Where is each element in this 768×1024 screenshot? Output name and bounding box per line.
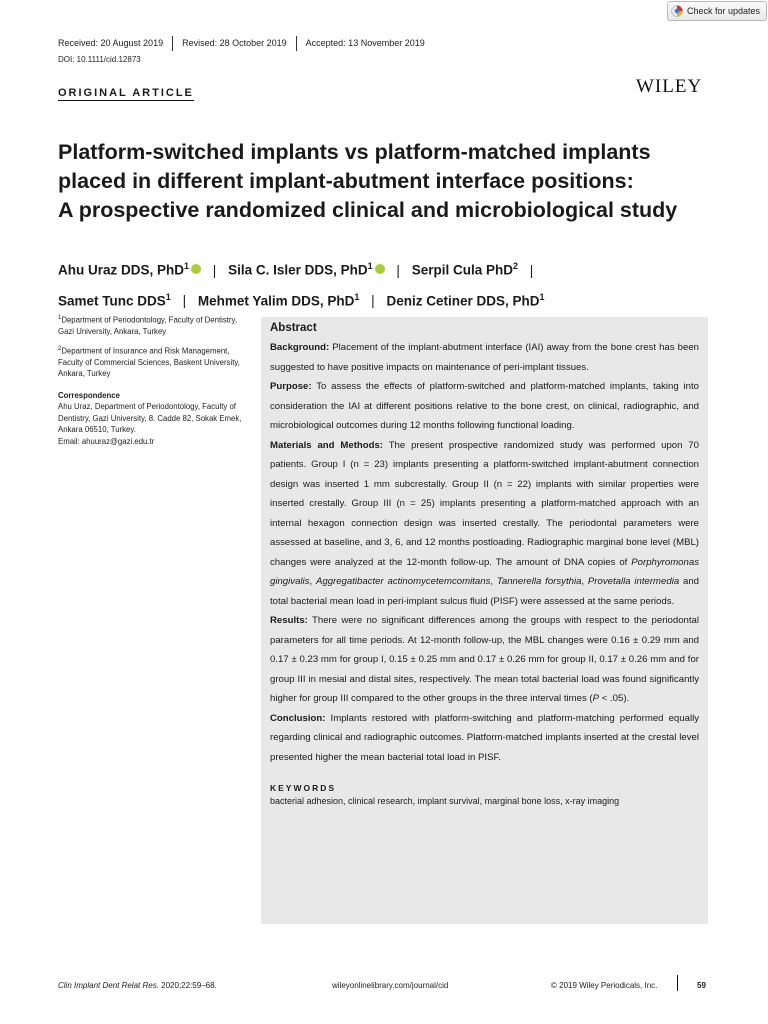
affiliation-mark: 1 <box>58 315 62 321</box>
footer-divider <box>677 975 678 991</box>
accepted-date: Accepted: 13 November 2019 <box>296 36 434 51</box>
author-separator: | <box>182 293 187 308</box>
p-value-symbol: P <box>592 693 600 704</box>
page-number: 59 <box>697 981 706 990</box>
affiliations-column <box>58 313 246 447</box>
citation-detail: 2020;22:59–68. <box>158 981 217 990</box>
purpose-label: Purpose: <box>270 381 312 392</box>
abstract-conclusion <box>270 709 699 768</box>
title-line: placed in different implant-abutment interface positions: <box>58 169 634 193</box>
author-name[interactable]: Samet Tunc DDS <box>58 293 166 308</box>
correspondence-address: Ahu Uraz, Department of Periodontology, Faculty of Dentistry, Gazi University, 8. Cadde 82, Sokak Emek, Ankara 06510, Turkey. <box>58 402 242 435</box>
affiliation <box>58 313 246 338</box>
title-line: A prospective randomized clinical and microbiological study <box>58 198 678 222</box>
correspondence-email[interactable]: Email: ahuuraz@gazi.edu.tr <box>58 436 155 446</box>
author-affiliation-mark: 1 <box>539 291 545 302</box>
revised-date: Revised: 28 October 2019 <box>172 36 296 51</box>
article-type-label: ORIGINAL ARTICLE <box>58 87 194 99</box>
author-name[interactable]: Serpil Cula PhD <box>411 262 513 278</box>
affiliation <box>58 344 246 380</box>
background-label: Background: <box>270 342 330 353</box>
author-affiliation-mark: 2 <box>512 261 518 271</box>
affiliation-text: Department of Periodontology, Faculty of Dentistry, Gazi University, Ankara, Turkey <box>58 315 237 337</box>
conclusion-label: Conclusion: <box>270 712 326 724</box>
author-separator: | <box>212 262 217 278</box>
check-for-updates-label: Check for updates <box>687 6 761 16</box>
abstract-results <box>270 611 699 709</box>
author-name[interactable]: Deniz Cetiner DDS, PhD <box>386 293 540 308</box>
abstract-purpose <box>270 377 699 436</box>
background-text: Placement of the implant-abutment interface (IAI) away from the bone crest has been suggested to have positive impacts on maintenance of peri-implant tissues. <box>270 342 699 373</box>
author-name[interactable]: Mehmet Yalim DDS, PhD <box>197 293 355 308</box>
journal-url[interactable]: wileyonlinelibrary.com/journal/cid <box>332 981 449 990</box>
species-name: Tannerella forsythia <box>496 576 582 587</box>
abstract-heading: Abstract <box>270 322 317 334</box>
correspondence-heading: Correspondence <box>58 390 120 400</box>
abstract-background <box>270 338 699 377</box>
author-separator: | <box>529 262 534 278</box>
results-text: There were no significant differences among the groups with respect to the periodontal parameters for all time periods. At 12-month follow-up, the MBL changes were 0.16 ± 0.29 mm and 0.17 ± 0.23 mm for group I, 0.15 ± 0.25 mm and 0.17 ± 0.26 mm for group II, 0.17 ± 0.26 mm and for group III in mesial and distal sites, respectively. The mean total bacterial load was found significantly higher for group III compared to the other groups in the three interval times ( <box>270 615 699 704</box>
author-affiliation-mark: 1 <box>165 291 171 302</box>
article-dates <box>58 36 434 51</box>
author-affiliation-mark: 1 <box>184 261 190 271</box>
methods-label: Materials and Methods: <box>270 439 383 451</box>
abstract-methods: Materials and Methods: The present prospective randomized study was performed upon 70 patients. Group I (n = 23) implants presenting a platform-switched implant-abutment connection design was inserted 1 mm subcrestally. Group II (n = 22) implants with similar properties were inserted crestally. Group III (n = 25) implants presenting a platform-matched approach with an internal hexagon connection design was inserted crestally. The periodontal parameters were assessed at baseline, and 3, 6, and 12 months postloading. Radiographic marginal bone level (MBL) changes were analyzed at the 12-month follow-up. The amount of DNA copies of Porphyromonas gingivalis, Aggregatibacter actinomycetemcomitans, Tannerella forsythia, Provetalla intermedia and total bacterial mean load in peri-implant sulcus fluid (PISF) were assessed at the same periods. <box>270 439 699 607</box>
abstract-panel <box>261 317 708 924</box>
citation <box>58 981 217 990</box>
species-name: Porphyromonas gingivalis <box>270 556 699 587</box>
species-name: Provetalla intermedia <box>587 576 680 587</box>
author-list <box>58 253 758 314</box>
keywords-heading: KEYWORDS <box>270 783 337 793</box>
results-label: Results: <box>270 615 308 626</box>
affiliation-mark: 2 <box>58 345 62 352</box>
author-separator: | <box>396 262 400 278</box>
affiliation-text: Department of Insurance and Risk Management, Faculty of Commercial Sciences, Baskent University, Ankara, Turkey <box>58 346 240 379</box>
purpose-text: To assess the effects of platform-switched and platform-matched implants, taking into consideration the IAI at different positions relative to the bone crest, on clinical, radiographic, and microbiological outcomes during 12 months following functional loading. <box>270 381 699 431</box>
check-for-updates-button[interactable] <box>667 1 767 21</box>
author-separator: | <box>371 293 375 308</box>
article-title <box>58 138 738 225</box>
species-name: Aggregatibacter actinomycetemcomitans <box>315 576 491 587</box>
copyright: © 2019 Wiley Periodicals, Inc. <box>551 981 658 990</box>
methods-text: The present prospective randomized study was performed upon 70 patients. Group I (n = 23) implants presenting a platform-switched implant-abutment connection design was inserted 1 mm subcrestally. Group II (n = 22) implants with similar properties were inserted crestally. Group III (n = 25) implants presenting a platform-matched approach with an internal hexagon connection design was inserted crestally. The periodontal parameters were assessed at baseline, and 3, 6, and 12 months postloading. Radiographic marginal bone level (MBL) changes were analyzed at the 12-month follow-up. The amount of DNA copies of <box>270 439 699 568</box>
methods-text: and total bacterial mean load in peri-implant sulcus fluid (PISF) were assessed at the same periods. <box>270 576 699 607</box>
conclusion-text: Implants restored with platform-switching and platform-matching performed equally regarding clinical and radiographic outcomes. Platform-matched implants inserted at the crestal level presented higher the mean bacterial total load in PISF. <box>270 712 699 763</box>
crossmark-icon <box>671 5 683 17</box>
orcid-icon[interactable] <box>375 264 385 274</box>
author-affiliation-mark: 1 <box>354 291 360 302</box>
results-text: < .05). <box>599 693 630 704</box>
keywords-list: bacterial adhesion, clinical research, implant survival, marginal bone loss, x-ray imaging <box>270 796 620 806</box>
author-name[interactable]: Ahu Uraz DDS, PhD <box>58 262 185 278</box>
publisher-logo: WILEY <box>636 76 703 97</box>
journal-name: Clin Implant Dent Relat Res. <box>58 981 159 990</box>
author-name[interactable]: Sila C. Isler DDS, PhD <box>228 262 368 278</box>
orcid-icon[interactable] <box>191 264 201 274</box>
received-date: Received: 20 August 2019 <box>58 38 164 48</box>
author-affiliation-mark: 1 <box>367 261 373 271</box>
doi[interactable]: DOI: 10.1111/cid.12873 <box>58 55 141 64</box>
title-line: Platform-switched implants vs platform-matched implants <box>58 140 651 164</box>
